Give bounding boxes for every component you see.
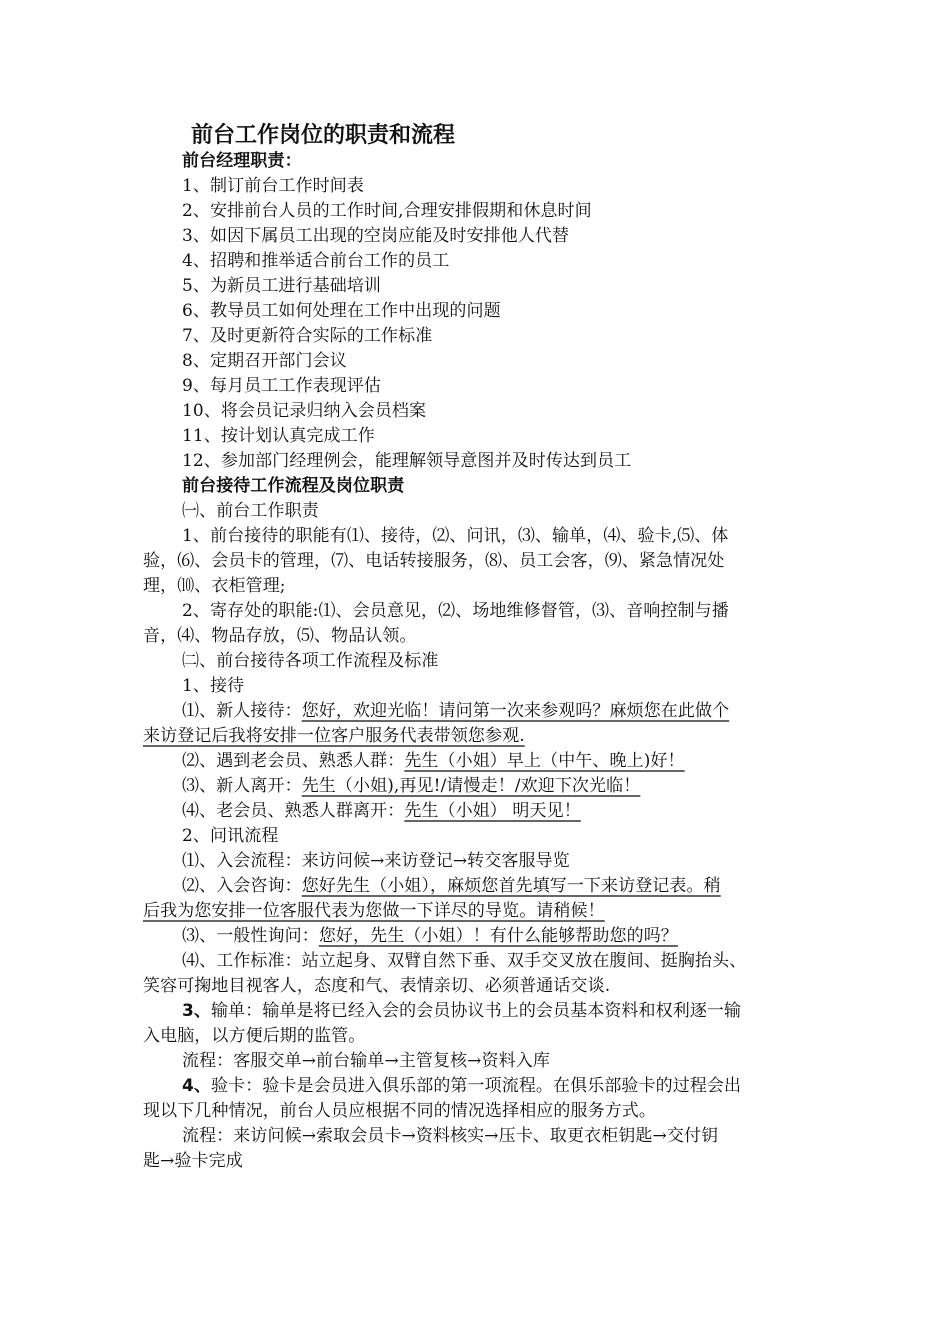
paragraph-line bbox=[182, 774, 640, 798]
manager-item: 12、参加部门经理例会，能理解领导意图并及时传达到员工 bbox=[182, 451, 632, 471]
manager-item: 11、按计划认真完成工作 bbox=[182, 426, 375, 446]
manager-item: 5、为新员工进行基础培训 bbox=[182, 276, 382, 296]
item-number: 3、 bbox=[182, 1001, 212, 1021]
reception-heading: 前台接待工作流程及岗位职责 bbox=[182, 476, 405, 496]
paragraph-line bbox=[143, 724, 525, 748]
paragraph-line bbox=[182, 749, 685, 773]
label-text: ⑷、老会员、熟悉人群离开： bbox=[182, 801, 405, 821]
paragraph-line bbox=[182, 699, 729, 723]
manager-item: 6、教导员工如何处理在工作中出现的问题 bbox=[182, 301, 501, 321]
script-text: 先生（小姐） 明天见！ bbox=[404, 801, 581, 821]
paragraph-line bbox=[182, 874, 721, 898]
label-text: ⑶、新人离开： bbox=[182, 776, 302, 796]
paragraph-line: 音，⑷、物品存放，⑸、物品认领。 bbox=[143, 626, 417, 646]
script-text: 先生（小姐),再见!/请慢走！/欢迎下次光临！ bbox=[301, 776, 641, 796]
paragraph-line: 2、寄存处的职能:⑴、会员意见，⑵、场地维修督管，⑶、音响控制与播 bbox=[182, 601, 729, 621]
paragraph-line bbox=[182, 999, 741, 1023]
manager-item: 3、如因下属员工出现的空岗应能及时安排他人代替 bbox=[182, 226, 570, 246]
manager-item: 4、招聘和推举适合前台工作的员工 bbox=[182, 251, 450, 271]
paragraph-line: 匙→验卡完成 bbox=[143, 1151, 243, 1171]
paragraph-line: ⑴、入会流程：来访问候→来访登记→转交客服导览 bbox=[182, 851, 570, 871]
subsection-title: 2、问讯流程 bbox=[182, 826, 279, 846]
label-text: ⑴、新人接待： bbox=[182, 701, 302, 721]
paragraph-line: 入电脑，以方便后期的监管。 bbox=[143, 1026, 366, 1046]
script-text: 来访登记后我将安排一位客户服务代表带领您参观. bbox=[143, 726, 525, 746]
item-number: 4、 bbox=[182, 1076, 212, 1096]
label-text: ⑵、遇到老会员、熟悉人群： bbox=[182, 751, 405, 771]
paragraph-line bbox=[182, 1074, 741, 1098]
paragraph-text: 验卡：验卡是会员进入俱乐部的第一项流程。在俱乐部验卡的过程会出 bbox=[211, 1076, 742, 1096]
paragraph-line bbox=[182, 924, 678, 948]
paragraph-line bbox=[143, 899, 605, 923]
manager-heading: 前台经理职责： bbox=[182, 151, 302, 171]
manager-item: 7、及时更新符合实际的工作标准 bbox=[182, 326, 433, 346]
page-title: 前台工作岗位的职责和流程 bbox=[191, 123, 456, 148]
subsection-title: 1、接待 bbox=[182, 676, 245, 696]
paragraph-line: 1、前台接待的职能有⑴、接待，⑵、问讯，⑶、输单，⑷、验卡,⑸、体 bbox=[182, 526, 729, 546]
paragraph-text: 输单：输单是将已经入会的会员协议书上的会员基本资料和权利逐一输 bbox=[211, 1001, 742, 1021]
script-text: 您好，欢迎光临！请问第一次来参观吗？麻烦您在此做个 bbox=[301, 701, 730, 721]
section-title: ㈠、前台工作职责 bbox=[182, 501, 319, 521]
script-text: 您好，先生（小姐）！有什么能够帮助您的吗？ bbox=[318, 926, 678, 946]
paragraph-line: 理，⑽、衣柜管理; bbox=[143, 576, 286, 596]
paragraph-line: 现以下几种情况，前台人员应根据不同的情况选择相应的服务方式。 bbox=[143, 1101, 656, 1121]
paragraph-line: 流程：客服交单→前台输单→主管复核→资料入库 bbox=[182, 1051, 550, 1071]
manager-item: 9、每月员工工作表现评估 bbox=[182, 376, 382, 396]
paragraph-line: 笑容可掬地目视客人，态度和气、表情亲切、必须普通话交谈. bbox=[143, 976, 611, 996]
label-text: ⑶、一般性询问： bbox=[182, 926, 319, 946]
paragraph-line: ⑷、工作标准：站立起身、双臂自然下垂、双手交叉放在腹间、挺胸抬头、 bbox=[182, 951, 747, 971]
manager-item: 10、将会员记录归纳入会员档案 bbox=[182, 401, 427, 421]
manager-item: 1、制订前台工作时间表 bbox=[182, 176, 364, 196]
script-text: 后我为您安排一位客服代表为您做一下详尽的导览。请稍候！ bbox=[143, 901, 605, 921]
script-text: 先生（小姐）早上（中午、晚上)好！ bbox=[404, 751, 685, 771]
paragraph-line: 流程：来访问候→索取会员卡→资料核实→压卡、取更衣柜钥匙→交付钥 bbox=[182, 1126, 719, 1146]
manager-item: 8、定期召开部门会议 bbox=[182, 351, 347, 371]
manager-item: 2、安排前台人员的工作时间,合理安排假期和休息时间 bbox=[182, 201, 592, 221]
paragraph-line: 验，⑹、会员卡的管理，⑺、电话转接服务，⑻、员工会客，⑼、紧急情况处 bbox=[143, 551, 725, 571]
section-title: ㈡、前台接待各项工作流程及标准 bbox=[182, 651, 439, 671]
paragraph-line bbox=[182, 799, 581, 823]
label-text: ⑵、入会咨询： bbox=[182, 876, 302, 896]
script-text: 您好先生（小姐），麻烦您首先填写一下来访登记表。稍 bbox=[301, 876, 721, 896]
